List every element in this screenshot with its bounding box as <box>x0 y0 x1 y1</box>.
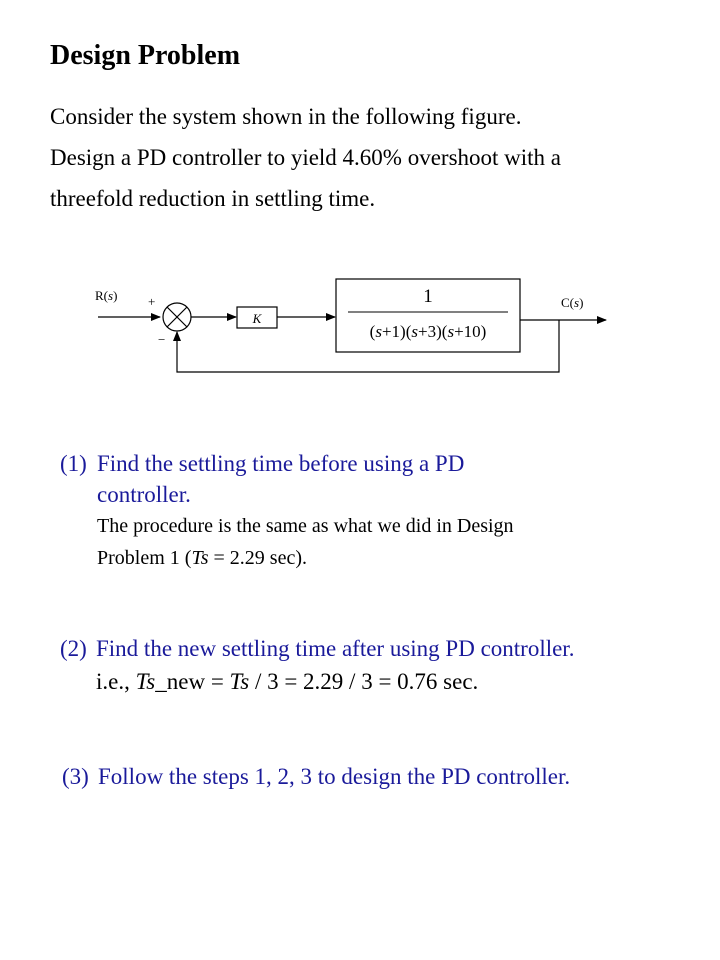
step-heading: controller. <box>97 482 191 507</box>
intro-line: threefold reduction in settling time. <box>50 186 376 211</box>
output-label: C(s) <box>561 295 584 310</box>
page-title: Design Problem <box>50 40 241 71</box>
step-note: The procedure is the same as what we did in Design <box>97 515 514 537</box>
step-heading: Find the settling time before using a PD <box>97 451 465 476</box>
step-number: (3) <box>62 764 89 789</box>
gain-label: K <box>252 311 262 326</box>
intro-line: Consider the system shown in the following figure. <box>50 104 522 129</box>
step-heading: Find the new settling time after using PD controller. <box>96 636 575 661</box>
problem-statement <box>50 96 690 219</box>
intro-line: Design a PD controller to yield 4.60% overshoot with a <box>50 145 562 170</box>
step-heading: Follow the steps 1, 2, 3 to design the PD controller. <box>98 764 571 789</box>
summing-junction <box>163 303 191 331</box>
step-number: (2) <box>60 636 87 661</box>
step-number: (1) <box>60 451 87 476</box>
step-note: Problem 1 (Ts = 2.29 sec). <box>97 547 307 569</box>
block-diagram <box>0 270 720 390</box>
minus-sign: − <box>158 332 166 347</box>
plus-sign: + <box>148 294 156 309</box>
input-label: R(s) <box>95 288 118 303</box>
step-detail: i.e., Ts_new = Ts / 3 = 2.29 / 3 = 0.76 sec. <box>96 669 479 694</box>
plant-denominator: (s+1)(s+3)(s+10) <box>369 322 487 341</box>
plant-numerator: 1 <box>423 286 433 307</box>
